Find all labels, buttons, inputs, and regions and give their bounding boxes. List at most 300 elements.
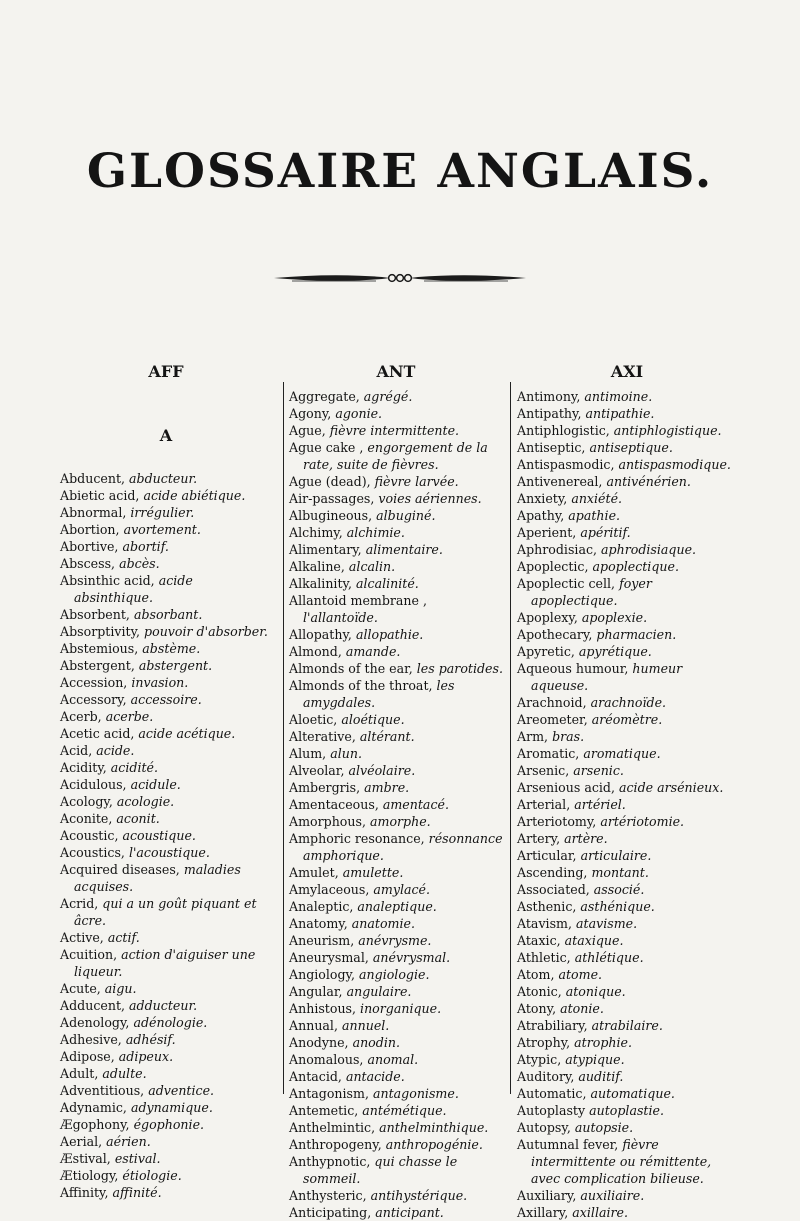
entry-term: Ague, bbox=[289, 423, 326, 438]
entry-term: Active, bbox=[60, 930, 104, 945]
glossary-column-2 bbox=[289, 362, 503, 1220]
entry-translation: ambre. bbox=[364, 780, 410, 795]
glossary-entry bbox=[517, 456, 737, 473]
glossary-entry bbox=[517, 745, 737, 762]
entry-term: Accessory, bbox=[60, 692, 127, 707]
entry-translation: acidule. bbox=[130, 777, 181, 792]
glossary-entry bbox=[289, 558, 503, 575]
entry-term: Angular, bbox=[289, 984, 343, 999]
entry-translation: fièvre intermittente ou rémittente, avec complication bilieuse. bbox=[531, 1137, 712, 1186]
entry-term: Ætiology, bbox=[60, 1168, 119, 1183]
glossary-entry bbox=[517, 1187, 737, 1204]
entry-term: Autumnal fever, bbox=[517, 1137, 619, 1152]
entry-term: Alterative, bbox=[289, 729, 356, 744]
entry-translation: antimoine. bbox=[584, 389, 653, 404]
glossary-entry bbox=[289, 1068, 503, 1085]
entry-translation: acologie. bbox=[116, 794, 175, 809]
entry-translation: aconit. bbox=[116, 811, 160, 826]
entry-term: Adhesive, bbox=[60, 1032, 122, 1047]
glossary-entry bbox=[517, 915, 737, 932]
entry-translation: alcalinité. bbox=[355, 576, 419, 591]
entry-translation: antispasmodique. bbox=[618, 457, 731, 472]
entry-term: Acerb, bbox=[60, 709, 102, 724]
entry-translation: articulaire. bbox=[580, 848, 652, 863]
entry-translation: angiologie. bbox=[359, 967, 430, 982]
entry-term: Amentaceous, bbox=[289, 797, 379, 812]
glossary-entry bbox=[60, 606, 272, 623]
glossary-entry bbox=[517, 966, 737, 983]
entry-translation: qui a un goût piquant et âcre. bbox=[74, 896, 257, 928]
glossary-entry bbox=[517, 1204, 737, 1221]
entry-term: Anatomy, bbox=[289, 916, 348, 931]
entry-translation: apéritif. bbox=[580, 525, 631, 540]
entry-term: Aggregate, bbox=[289, 389, 360, 404]
entry-term: Arsenious acid, bbox=[517, 780, 615, 795]
entry-term: Alveolar, bbox=[289, 763, 345, 778]
entry-translation: avortement. bbox=[123, 522, 201, 537]
glossary-entry bbox=[60, 1133, 272, 1150]
entry-term: Acology, bbox=[60, 794, 113, 809]
entry-translation: adénologie. bbox=[133, 1015, 208, 1030]
glossary-entry bbox=[517, 524, 737, 541]
entry-term: Accession, bbox=[60, 675, 128, 690]
glossary-entry bbox=[289, 728, 503, 745]
glossary-entry bbox=[60, 504, 272, 521]
entry-term: Adynamic, bbox=[60, 1100, 127, 1115]
entry-term: Apoplectic, bbox=[517, 559, 589, 574]
column-header: ANT bbox=[376, 362, 416, 381]
entry-term: Alum, bbox=[289, 746, 327, 761]
entry-translation: atrophie. bbox=[574, 1035, 632, 1050]
glossary-entry bbox=[60, 759, 272, 776]
entry-term: Ambergris, bbox=[289, 780, 361, 795]
glossary-entry bbox=[60, 640, 272, 657]
entry-term: Aerial, bbox=[60, 1134, 103, 1149]
entry-translation: auditif. bbox=[578, 1069, 624, 1084]
entry-term: Absinthic acid, bbox=[60, 573, 155, 588]
entry-term: Antemetic, bbox=[289, 1103, 359, 1118]
glossary-entry bbox=[517, 575, 737, 609]
glossary-entry bbox=[289, 1119, 503, 1136]
entry-translation: anomal. bbox=[367, 1052, 419, 1067]
glossary-entry bbox=[517, 439, 737, 456]
entry-translation: atrabilaire. bbox=[591, 1018, 663, 1033]
entry-term: Aromatic, bbox=[517, 746, 580, 761]
glossary-entry bbox=[289, 1204, 503, 1221]
entry-translation: fièvre intermittente. bbox=[329, 423, 460, 438]
glossary-entry bbox=[289, 898, 503, 915]
glossary-entry bbox=[289, 1034, 503, 1051]
entry-translation: antagonisme. bbox=[372, 1086, 459, 1101]
glossary-entry bbox=[60, 538, 272, 555]
glossary-entry bbox=[60, 674, 272, 691]
entry-term: Atonic, bbox=[517, 984, 562, 999]
entry-translation: acide. bbox=[96, 743, 135, 758]
entry-term: Auditory, bbox=[517, 1069, 575, 1084]
entry-translation: inorganique. bbox=[360, 1001, 442, 1016]
glossary-entry bbox=[60, 555, 272, 572]
entry-term: Anomalous, bbox=[289, 1052, 364, 1067]
glossary-entry bbox=[517, 762, 737, 779]
entry-translation: ataxique. bbox=[564, 933, 624, 948]
entry-translation: adulte. bbox=[102, 1066, 147, 1081]
entry-translation: annuel. bbox=[341, 1018, 390, 1033]
entry-translation: anévrysme. bbox=[358, 933, 432, 948]
entry-translation: les parotides. bbox=[416, 661, 503, 676]
glossary-entry bbox=[289, 745, 503, 762]
entry-translation: amande. bbox=[345, 644, 401, 659]
glossary-entry bbox=[289, 966, 503, 983]
entry-term: Abnormal, bbox=[60, 505, 127, 520]
glossary-entry bbox=[517, 660, 737, 694]
entry-term: Atrophy, bbox=[517, 1035, 571, 1050]
glossary-entry bbox=[289, 1153, 503, 1187]
entry-term: Antimony, bbox=[517, 389, 581, 404]
glossary-entry bbox=[289, 711, 503, 728]
entry-term: Anticipating, bbox=[289, 1205, 372, 1220]
entry-term: Acquired diseases, bbox=[60, 862, 180, 877]
entry-translation: apathie. bbox=[568, 508, 621, 523]
entry-translation: irrégulier. bbox=[130, 505, 195, 520]
glossary-entry bbox=[289, 1000, 503, 1017]
glossary-entry bbox=[60, 470, 272, 487]
entry-term: Adult, bbox=[60, 1066, 99, 1081]
entry-term: Anthropogeny, bbox=[289, 1137, 382, 1152]
glossary-entry bbox=[517, 813, 737, 830]
glossary-entry bbox=[289, 592, 503, 626]
glossary-entry bbox=[517, 898, 737, 915]
entry-translation: angulaire. bbox=[346, 984, 412, 999]
page-title: GLOSSAIRE ANGLAIS. bbox=[86, 144, 714, 199]
glossary-entry bbox=[289, 439, 503, 473]
entry-term: Alimentary, bbox=[289, 542, 362, 557]
glossary-entry bbox=[289, 575, 503, 592]
glossary-entry bbox=[517, 796, 737, 813]
entry-term: Albugineous, bbox=[289, 508, 373, 523]
entry-translation: alcalin. bbox=[348, 559, 396, 574]
entry-translation: anticipant. bbox=[375, 1205, 444, 1220]
glossary-entry bbox=[517, 1068, 737, 1085]
entry-term: Adventitious, bbox=[60, 1083, 145, 1098]
entry-translation: agrégé. bbox=[363, 389, 413, 404]
entry-translation: alimentaire. bbox=[365, 542, 443, 557]
glossary-entry bbox=[289, 949, 503, 966]
glossary-entry bbox=[289, 660, 503, 677]
glossary-entry bbox=[517, 388, 737, 405]
entry-translation: atome. bbox=[558, 967, 603, 982]
entry-term: Abstergent, bbox=[60, 658, 135, 673]
entry-term: Abortion, bbox=[60, 522, 120, 537]
glossary-column-3 bbox=[517, 362, 737, 1220]
entry-term: Anxiety, bbox=[517, 491, 568, 506]
glossary-entry bbox=[517, 779, 737, 796]
entry-term: Apoplectic cell, bbox=[517, 576, 616, 591]
entry-translation: absorbant. bbox=[133, 607, 203, 622]
glossary-entry bbox=[60, 1031, 272, 1048]
entry-translation: l'acoustique. bbox=[128, 845, 210, 860]
glossary-column-1 bbox=[60, 362, 272, 1200]
entry-translation: acide abiétique. bbox=[143, 488, 246, 503]
entry-translation: amorphe. bbox=[370, 814, 431, 829]
entry-translation: pharmacien. bbox=[596, 627, 677, 642]
entry-translation: auxiliaire. bbox=[580, 1188, 645, 1203]
glossary-entry bbox=[289, 1017, 503, 1034]
entry-term: Apoplexy, bbox=[517, 610, 578, 625]
entry-term: Aloetic, bbox=[289, 712, 338, 727]
column-header: AXI bbox=[610, 362, 644, 381]
glossary-entry bbox=[289, 524, 503, 541]
entry-translation: allopathie. bbox=[355, 627, 424, 642]
column-divider bbox=[283, 382, 284, 1094]
glossary-entry bbox=[60, 1150, 272, 1167]
entry-term: Acoustic, bbox=[60, 828, 119, 843]
section-letter: A bbox=[159, 426, 173, 445]
glossary-entry bbox=[517, 473, 737, 490]
glossary-entry bbox=[517, 881, 737, 898]
entry-translation: accessoire. bbox=[130, 692, 202, 707]
entry-term: Allantoid membrane , bbox=[289, 593, 428, 608]
glossary-entry bbox=[60, 844, 272, 861]
entry-translation: alchimie. bbox=[346, 525, 405, 540]
entry-translation: anxiété. bbox=[571, 491, 623, 506]
entry-term: Acute, bbox=[60, 981, 101, 996]
entry-term: Abietic acid, bbox=[60, 488, 140, 503]
entry-term: Almonds of the ear, bbox=[289, 661, 413, 676]
entry-term: Apyretic, bbox=[517, 644, 575, 659]
entry-translation: abstergent. bbox=[138, 658, 213, 673]
glossary-entry bbox=[517, 932, 737, 949]
entry-term: Almond, bbox=[289, 644, 342, 659]
entry-translation: acoustique. bbox=[122, 828, 196, 843]
entry-translation: acidité. bbox=[110, 760, 158, 775]
entry-translation: alvéolaire. bbox=[348, 763, 416, 778]
entry-translation: égophonie. bbox=[133, 1117, 205, 1132]
entry-term: Almonds of the throat, bbox=[289, 678, 433, 693]
entry-translation: abstème. bbox=[142, 641, 201, 656]
entry-term: Apothecary, bbox=[517, 627, 593, 642]
entry-term: Anthypnotic, bbox=[289, 1154, 371, 1169]
glossary-entry bbox=[517, 609, 737, 626]
glossary-entry bbox=[60, 810, 272, 827]
entry-translation: pouvoir d'absorber. bbox=[144, 624, 268, 639]
entry-term: Aneurysmal, bbox=[289, 950, 369, 965]
glossary-entry bbox=[289, 405, 503, 422]
glossary-entry bbox=[289, 864, 503, 881]
entry-translation: anthelminthique. bbox=[379, 1120, 489, 1135]
glossary-entry bbox=[289, 626, 503, 643]
glossary-entry bbox=[60, 980, 272, 997]
entry-translation: adipeux. bbox=[118, 1049, 174, 1064]
entry-term: Antivenereal, bbox=[517, 474, 603, 489]
entry-term: Acid, bbox=[60, 743, 93, 758]
entry-term: Axillary, bbox=[517, 1205, 569, 1220]
entry-term: Atrabiliary, bbox=[517, 1018, 588, 1033]
entry-term: Acuition, bbox=[60, 947, 118, 962]
glossary-entry bbox=[517, 864, 737, 881]
entry-translation: aigu. bbox=[104, 981, 137, 996]
entry-translation: voies aériennes. bbox=[378, 491, 482, 506]
entry-term: Aphrodisiac, bbox=[517, 542, 598, 557]
column-divider bbox=[510, 382, 511, 1094]
glossary-entry bbox=[60, 1082, 272, 1099]
entry-translation: antihystérique. bbox=[370, 1188, 468, 1203]
entry-term: Ascending, bbox=[517, 865, 588, 880]
entry-translation: maladies acquises. bbox=[74, 862, 241, 894]
glossary-entry bbox=[517, 1119, 737, 1136]
glossary-entry bbox=[517, 422, 737, 439]
entry-translation: amulette. bbox=[342, 865, 404, 880]
entry-term: Acoustics, bbox=[60, 845, 125, 860]
glossary-entry bbox=[60, 623, 272, 640]
entry-term: Ægophony, bbox=[60, 1117, 130, 1132]
entry-translation: action d'aiguiser une liqueur. bbox=[74, 947, 256, 979]
entry-term: Areometer, bbox=[517, 712, 588, 727]
entry-term: Atavism, bbox=[517, 916, 572, 931]
entry-translation: agonie. bbox=[335, 406, 383, 421]
entry-translation: atypique. bbox=[565, 1052, 625, 1067]
entry-term: Ague cake , bbox=[289, 440, 364, 455]
entry-term: Atony, bbox=[517, 1001, 557, 1016]
glossary-entry bbox=[289, 830, 503, 864]
glossary-entry bbox=[289, 1051, 503, 1068]
entry-translation: atonie. bbox=[560, 1001, 604, 1016]
entry-list bbox=[289, 388, 503, 1221]
glossary-entry bbox=[289, 796, 503, 813]
glossary-entry bbox=[289, 1187, 503, 1204]
entry-term: Alchimy, bbox=[289, 525, 343, 540]
entry-term: Acrid, bbox=[60, 896, 99, 911]
glossary-entry bbox=[289, 473, 503, 490]
glossary-entry bbox=[60, 1065, 272, 1082]
entry-term: Amylaceous, bbox=[289, 882, 370, 897]
glossary-entry bbox=[60, 725, 272, 742]
entry-list bbox=[60, 470, 272, 1201]
entry-translation: artère. bbox=[564, 831, 608, 846]
glossary-entry bbox=[517, 1102, 737, 1119]
glossary-entry bbox=[517, 541, 737, 558]
entry-term: Abscess, bbox=[60, 556, 116, 571]
entry-translation: acide acétique. bbox=[138, 726, 236, 741]
entry-list bbox=[517, 388, 737, 1221]
glossary-entry bbox=[517, 643, 737, 660]
entry-translation: montant. bbox=[591, 865, 649, 880]
entry-term: Antispasmodic, bbox=[517, 457, 615, 472]
entry-translation: axillaire. bbox=[572, 1205, 628, 1220]
entry-term: Arachnoid, bbox=[517, 695, 587, 710]
glossary-entry bbox=[517, 507, 737, 524]
glossary-entry bbox=[517, 626, 737, 643]
glossary-entry bbox=[60, 997, 272, 1014]
entry-translation: artériotomie. bbox=[600, 814, 685, 829]
entry-term: Aneurism, bbox=[289, 933, 355, 948]
entry-term: Apathy, bbox=[517, 508, 565, 523]
entry-translation: antémétique. bbox=[362, 1103, 447, 1118]
entry-translation: anodin. bbox=[352, 1035, 400, 1050]
glossary-entry bbox=[289, 490, 503, 507]
entry-term: Atypic, bbox=[517, 1052, 562, 1067]
entry-translation: atonique. bbox=[565, 984, 626, 999]
glossary-entry bbox=[289, 677, 503, 711]
glossary-entry bbox=[517, 847, 737, 864]
entry-term: Atom, bbox=[517, 967, 555, 982]
entry-translation: altérant. bbox=[359, 729, 415, 744]
entry-translation: albuginé. bbox=[376, 508, 436, 523]
entry-translation: antivénérien. bbox=[606, 474, 691, 489]
entry-term: Antagonism, bbox=[289, 1086, 369, 1101]
entry-translation: apoplexie. bbox=[581, 610, 648, 625]
entry-translation: aloétique. bbox=[341, 712, 405, 727]
entry-translation: alun. bbox=[330, 746, 362, 761]
entry-term: Antipathy, bbox=[517, 406, 582, 421]
glossary-entry bbox=[517, 1051, 737, 1068]
entry-translation: athlétique. bbox=[574, 950, 644, 965]
entry-term: Arteriotomy, bbox=[517, 814, 597, 829]
entry-term: Artery, bbox=[517, 831, 561, 846]
glossary-entry bbox=[517, 1085, 737, 1102]
entry-translation: arachnoïde. bbox=[590, 695, 667, 710]
entry-translation: adducteur. bbox=[129, 998, 198, 1013]
glossary-entry bbox=[517, 1017, 737, 1034]
glossary-entry bbox=[60, 708, 272, 725]
entry-translation: automatique. bbox=[590, 1086, 675, 1101]
entry-translation: aphrodisiaque. bbox=[601, 542, 697, 557]
entry-translation: anévrysmal. bbox=[372, 950, 451, 965]
entry-translation: abcès. bbox=[119, 556, 160, 571]
glossary-entry bbox=[289, 779, 503, 796]
entry-translation: bras. bbox=[552, 729, 585, 744]
entry-term: Agony, bbox=[289, 406, 332, 421]
entry-translation: abortif. bbox=[122, 539, 169, 554]
entry-translation: acide absinthique. bbox=[74, 573, 193, 605]
entry-translation: aréomètre. bbox=[591, 712, 663, 727]
entry-translation: abducteur. bbox=[129, 471, 198, 486]
glossary-entry bbox=[289, 507, 503, 524]
entry-translation: autopsie. bbox=[574, 1120, 634, 1135]
entry-term: Asthenic, bbox=[517, 899, 577, 914]
entry-translation: acide arsénieux. bbox=[619, 780, 724, 795]
entry-translation: adventice. bbox=[148, 1083, 215, 1098]
entry-term: Ague (dead), bbox=[289, 474, 371, 489]
entry-translation: fièvre larvée. bbox=[374, 474, 459, 489]
glossary-entry bbox=[517, 490, 737, 507]
entry-translation: actif. bbox=[107, 930, 140, 945]
entry-translation: résonnance amphorique. bbox=[303, 831, 503, 863]
glossary-entry bbox=[289, 813, 503, 830]
glossary-entry bbox=[60, 742, 272, 759]
entry-term: Allopathy, bbox=[289, 627, 352, 642]
entry-translation: autoplastie. bbox=[589, 1103, 664, 1118]
entry-translation: adhésif. bbox=[125, 1032, 176, 1047]
entry-translation: estival. bbox=[114, 1151, 161, 1166]
glossary-entry bbox=[60, 487, 272, 504]
entry-translation: artériel. bbox=[574, 797, 626, 812]
entry-term: Adducent, bbox=[60, 998, 126, 1013]
entry-translation: antiphlogistique. bbox=[613, 423, 722, 438]
entry-term: Analeptic, bbox=[289, 899, 354, 914]
glossary-entry bbox=[60, 895, 272, 929]
entry-translation: anatomie. bbox=[351, 916, 415, 931]
glossary-entry bbox=[289, 983, 503, 1000]
entry-term: Absorptivity, bbox=[60, 624, 141, 639]
entry-term: Aqueous humour, bbox=[517, 661, 629, 676]
entry-translation: anthropogénie. bbox=[385, 1137, 483, 1152]
entry-term: Antacid, bbox=[289, 1069, 342, 1084]
entry-translation: affinité. bbox=[112, 1185, 162, 1200]
glossary-entry bbox=[289, 422, 503, 439]
entry-term: Antiphlogistic, bbox=[517, 423, 610, 438]
glossary-entry bbox=[60, 827, 272, 844]
glossary-entry bbox=[60, 1048, 272, 1065]
